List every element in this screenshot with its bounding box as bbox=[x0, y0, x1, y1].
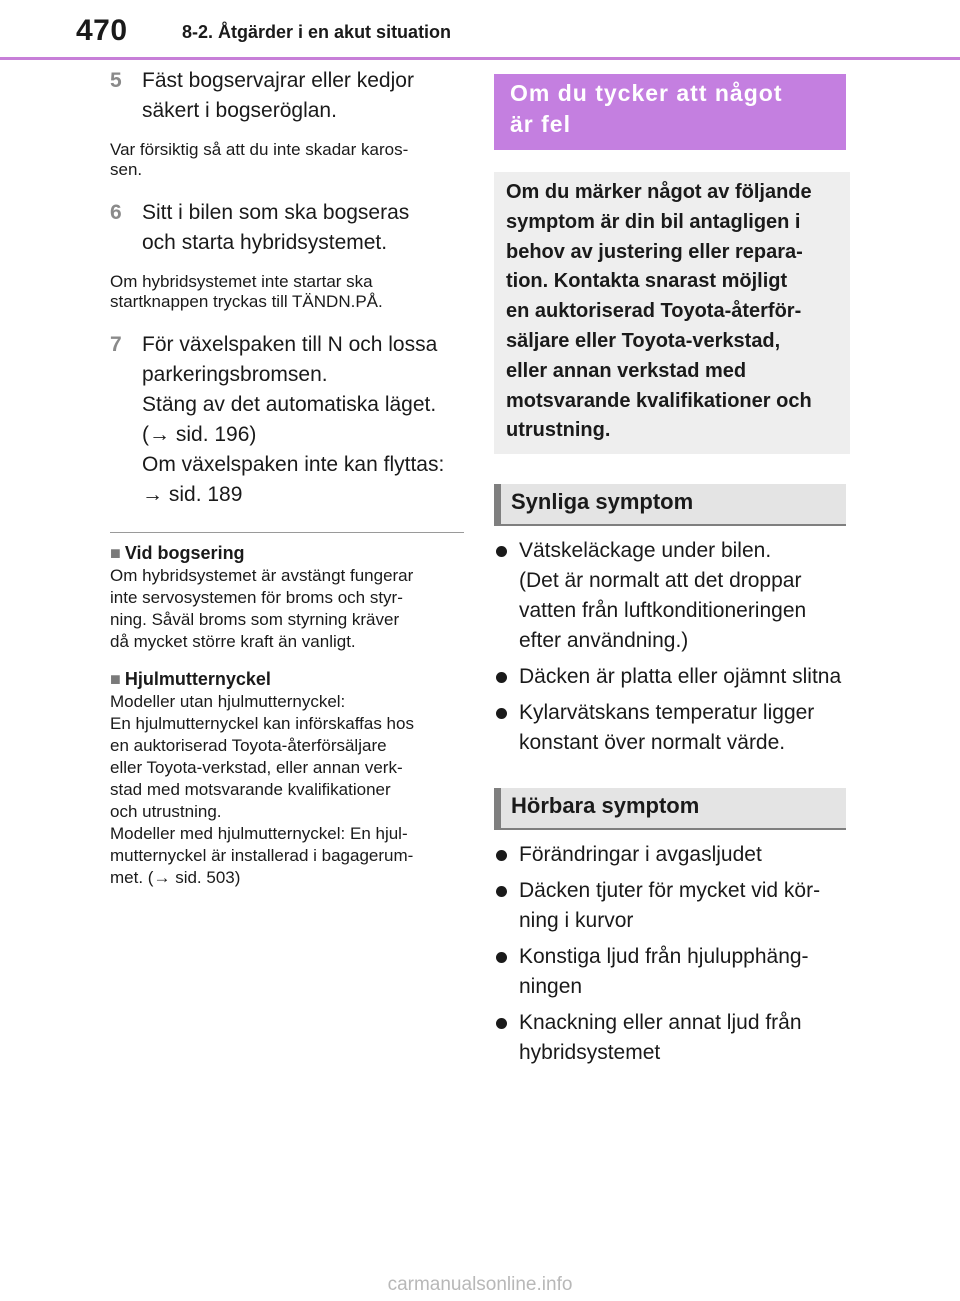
step-6 bbox=[110, 198, 464, 258]
note-line: Om hybridsystemet inte startar ska bbox=[110, 272, 373, 291]
page-ref: sid. 196) bbox=[175, 423, 257, 446]
note-line: startknappen tryckas till TÄNDN.PÅ. bbox=[110, 292, 383, 311]
note-line: sen. bbox=[110, 160, 143, 179]
left-column bbox=[110, 66, 464, 903]
page-number: 470 bbox=[76, 14, 128, 47]
body-line: stad med motsvarande kvalifikationer bbox=[110, 780, 391, 799]
intro-box bbox=[494, 172, 850, 454]
chapter-title-box bbox=[494, 74, 846, 150]
square-bullet-icon: ■ bbox=[110, 669, 121, 689]
note bbox=[110, 272, 464, 312]
bullet-icon bbox=[496, 850, 507, 861]
body-line: då mycket större kraft än vanligt. bbox=[110, 632, 356, 651]
note bbox=[110, 140, 464, 180]
heading-text: Hjulmutternyckel bbox=[124, 669, 271, 689]
page-header bbox=[0, 0, 960, 62]
item-line: hybridsystemet bbox=[519, 1041, 661, 1065]
item-line: Konstiga ljud från hjulupphäng- bbox=[519, 945, 809, 969]
arrow-right-icon: → bbox=[149, 423, 170, 446]
watermark: carmanualsonline.info bbox=[387, 1274, 573, 1295]
right-column bbox=[494, 74, 850, 1074]
item-line: Däcken är platta eller ojämnt slitna bbox=[519, 665, 842, 689]
list-item bbox=[494, 876, 850, 936]
bullet-icon bbox=[496, 952, 507, 963]
body-text: met. ( bbox=[110, 868, 154, 887]
bullet-icon bbox=[496, 1018, 507, 1029]
bullet-icon bbox=[496, 886, 507, 897]
list-item bbox=[494, 536, 850, 656]
intro-line: säljare eller Toyota-verkstad, bbox=[506, 329, 781, 352]
body-line: eller Toyota-verkstad, eller annan verk- bbox=[110, 758, 403, 777]
body-line-ref bbox=[110, 867, 464, 889]
visible-symptoms-heading: Synliga symptom bbox=[494, 484, 846, 526]
list-item bbox=[494, 840, 850, 870]
step-line: Sitt i bilen som ska bogseras bbox=[142, 201, 410, 224]
step-5 bbox=[110, 66, 464, 126]
arrow-right-icon: → bbox=[142, 483, 163, 506]
visible-symptoms-list bbox=[494, 536, 850, 758]
step-number: 6 bbox=[110, 201, 122, 224]
bullet-icon bbox=[496, 708, 507, 719]
item-line: ning i kurvor bbox=[519, 909, 634, 933]
body-line: Modeller utan hjulmutternyckel: bbox=[110, 692, 346, 711]
step-7 bbox=[110, 330, 464, 510]
step-line: och starta hybridsystemet. bbox=[142, 231, 388, 254]
step-line: Om växelspaken inte kan flyttas: bbox=[142, 453, 445, 476]
step-line: Fäst bogservajrar eller kedjor bbox=[142, 69, 414, 92]
subsection-body bbox=[110, 691, 464, 889]
list-item bbox=[494, 1008, 850, 1068]
audible-symptoms-list bbox=[494, 840, 850, 1068]
item-line: Däcken tjuter för mycket vid kör- bbox=[519, 879, 821, 903]
step-line-ref bbox=[142, 480, 464, 510]
intro-line: en auktoriserad Toyota-återför- bbox=[506, 300, 802, 323]
body-line: mutternyckel är installerad i bagagerum- bbox=[110, 846, 414, 865]
step-number: 5 bbox=[110, 69, 122, 92]
item-line: (Det är normalt att det droppar bbox=[519, 569, 802, 593]
intro-line: tion. Kontakta snarast möjligt bbox=[506, 270, 788, 293]
subsection-heading bbox=[110, 667, 464, 691]
step-line: parkeringsbromsen. bbox=[142, 363, 328, 386]
item-line: Förändringar i avgasljudet bbox=[519, 843, 762, 867]
bullet-icon bbox=[496, 672, 507, 683]
page-ref: sid. 503) bbox=[175, 868, 241, 887]
divider bbox=[110, 532, 464, 533]
header-rule bbox=[0, 57, 960, 60]
intro-line: motsvarande kvalifikationer och bbox=[506, 389, 812, 412]
section-title: 8-2. Åtgärder i en akut situation bbox=[182, 22, 452, 42]
item-line: Knackning eller annat ljud från bbox=[519, 1011, 802, 1035]
body-line: Modeller med hjulmutternyckel: En hjul- bbox=[110, 824, 408, 843]
title-line: är fel bbox=[510, 111, 571, 137]
title-line: Om du tycker att något bbox=[510, 80, 783, 106]
body-line: inte servosystemen för broms och styr- bbox=[110, 588, 403, 607]
step-line: säkert i bogseröglan. bbox=[142, 99, 337, 122]
intro-line: Om du märker något av följande bbox=[506, 181, 812, 203]
item-line: konstant över normalt värde. bbox=[519, 731, 786, 755]
body-line: En hjulmutternyckel kan införskaffas hos bbox=[110, 714, 414, 733]
body-line: och utrustning. bbox=[110, 802, 222, 821]
body-line: Om hybridsystemet är avstängt fungerar bbox=[110, 566, 414, 585]
arrow-right-icon: → bbox=[153, 868, 171, 887]
item-line: efter användning.) bbox=[519, 629, 689, 653]
subsection-body bbox=[110, 565, 464, 653]
list-item bbox=[494, 662, 850, 692]
item-line: Kylarvätskans temperatur ligger bbox=[519, 701, 815, 725]
list-item bbox=[494, 698, 850, 758]
page-ref: sid. 189 bbox=[168, 483, 243, 506]
step-line: För växelspaken till N och lossa bbox=[142, 333, 438, 356]
list-item bbox=[494, 942, 850, 1002]
item-line: vatten från luftkonditioneringen bbox=[519, 599, 807, 623]
note-line: Var försiktig så att du inte skadar karos- bbox=[110, 140, 409, 159]
audible-symptoms-heading: Hörbara symptom bbox=[494, 788, 846, 830]
item-line: ningen bbox=[519, 975, 583, 999]
heading-text: Vid bogsering bbox=[124, 543, 245, 563]
intro-line: symptom är din bil antagligen i bbox=[506, 210, 801, 233]
bullet-icon bbox=[496, 546, 507, 557]
step-line: Stäng av det automatiska läget. bbox=[142, 393, 437, 416]
body-line: ning. Såväl broms som styrning kräver bbox=[110, 610, 400, 629]
intro-line: behov av justering eller repara- bbox=[506, 240, 803, 263]
intro-line: eller annan verkstad med bbox=[506, 359, 747, 382]
item-line: Vätskeläckage under bilen. bbox=[519, 539, 772, 563]
body-line: en auktoriserad Toyota-återförsäljare bbox=[110, 736, 387, 755]
intro-line: utrustning. bbox=[506, 419, 611, 442]
square-bullet-icon: ■ bbox=[110, 543, 121, 563]
step-line-ref: (→ sid. 196) bbox=[142, 423, 257, 446]
subsection-heading bbox=[110, 541, 464, 565]
step-number: 7 bbox=[110, 333, 122, 356]
